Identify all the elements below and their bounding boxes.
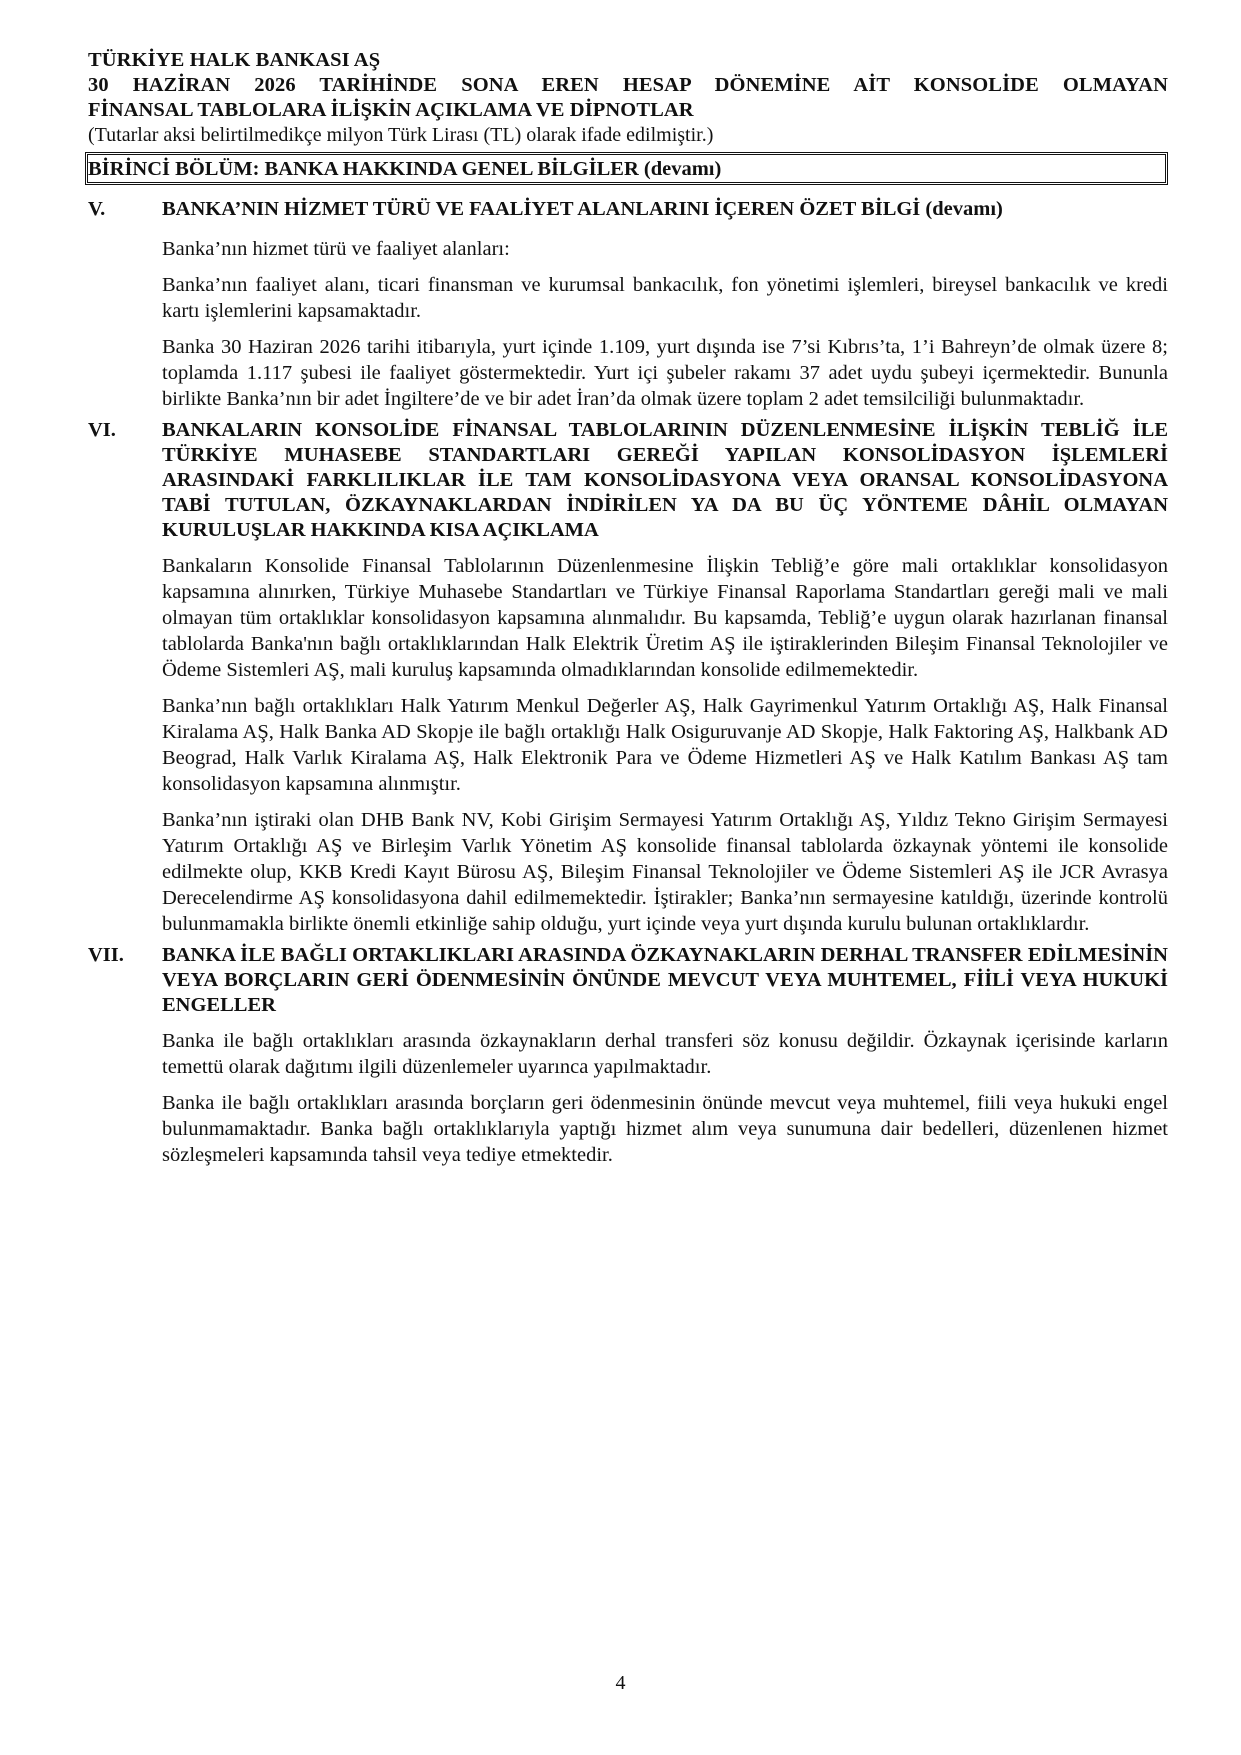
section-v <box>88 197 1168 412</box>
currency-note: (Tutarlar aksi belirtilmedikçe milyon Türk Lirası (TL) olarak ifade edilmiştir.) <box>88 124 714 146</box>
section-number: VI. <box>88 419 116 441</box>
paragraph: Banka’nın bağlı ortaklıkları Halk Yatırım Menkul Değerler AŞ, Halk Gayrimenkul Yatırım Ortaklığı AŞ, Halk Finansal Kiralama AŞ, Halk Banka AD Skopje ile bağlı ortaklığı Halk Osiguruvanje AD Skopje, Halk Faktoring AŞ, Halkbank AD Beograd, Halk Varlık Kiralama AŞ, Halk Elektronik Para ve Ödeme Hizmetleri AŞ ve Halk Katılım Bankası AŞ tam konsolidasyon kapsamına alınmıştır. <box>162 695 1168 795</box>
report-title-line-1: 30 HAZİRAN 2026 TARİHİNDE SONA EREN HESAP DÖNEMİNE AİT KONSOLİDE OLMAYAN <box>88 74 1168 96</box>
section-number: VII. <box>88 944 124 966</box>
paragraph: Banka’nın faaliyet alanı, ticari finansman ve kurumsal bankacılık, fon yönetimi işlemleri, bireysel bankacılık ve kredi kartı işlemlerini kapsamaktadır. <box>162 274 1168 322</box>
paragraph: Banka ile bağlı ortaklıkları arasında özkaynakların derhal transferi söz konusu değildir. Özkaynak içerisinde karların temettü olarak dağıtımı ilgili düzenlemeler uyarınca yapılmaktadır. <box>162 1030 1168 1078</box>
section-body <box>162 197 1168 412</box>
report-title-line-2: FİNANSAL TABLOLARA İLİŞKİN AÇIKLAMA VE DİPNOTLAR <box>88 99 694 121</box>
document-page <box>88 48 1168 1168</box>
paragraph: Banka 30 Haziran 2026 tarihi itibarıyla, yurt içinde 1.109, yurt dışında ise 7’si Kıbrıs’ta, 1’i Bahreyn’de olmak üzere 8; toplamda 1.117 şubesi ile faaliyet göstermektedir. Yurt içi şubeler rakamı 37 adet uydu şubeyi içermektedir. Bununla birlikte Banka’nın bir adet İngiltere’de ve bir adet İran’da olmak üzere toplam 2 adet temsilciliği bulunmaktadır. <box>162 336 1168 410</box>
section-vi <box>88 418 1168 937</box>
section-number: V. <box>88 198 106 220</box>
section-title: BANKALARIN KONSOLİDE FİNANSAL TABLOLARININ DÜZENLENMESİNE İLİŞKİN TEBLİĞ İLE TÜRKİYE MUHASEBE STANDARTLARI GEREĞİ YAPILAN KONSOLİDASYON İŞLEMLERİ ARASINDAKİ FARKLILIKLAR İLE TAM KONSOLİDASYONA VEYA ORANSAL KONSOLİDASYONA TABİ TUTULAN, ÖZKAYNAKLARDAN İNDİRİLEN YA DA BU ÜÇ YÖNTEME DÂHİL OLMAYAN KURULUŞLAR HAKKINDA KISA AÇIKLAMA <box>162 419 1168 541</box>
paragraph: Banka’nın iştiraki olan DHB Bank NV, Kobi Girişim Sermayesi Yatırım Ortaklığı AŞ, Yıldız Tekno Girişim Sermayesi Yatırım Ortaklığı AŞ ve Birleşim Varlık Yönetim AŞ konsolide finansal tablolarda özkaynak yöntemi ile konsolide edilmekte olup, KKB Kredi Kayıt Bürosu AŞ, Bileşim Finansal Teknolojiler ve Ödeme Sistemleri AŞ ile JCR Avrasya Derecelendirme AŞ konsolidasyona dahil edilmemektedir. İştirakler; Banka’nın sermayesine katıldığı, üzerinde kontrolü bulunmamakla birlikte önemli etkinliğe sahip olduğu, yurt içinde veya yurt dışında kurulu bulunan ortaklıklardır. <box>162 809 1168 935</box>
section-vii <box>88 943 1168 1168</box>
paragraph: Banka ile bağlı ortaklıkları arasında borçların geri ödenmesinin önünde mevcut veya muhtemel, fiili veya hukuki engel bulunmamaktadır. Banka bağlı ortaklıklarıyla yaptığı hizmet alım veya sunumuna dair bedelleri, düzenlenen hizmet sözleşmeleri kapsamında tahsil veya tediye etmektedir. <box>162 1092 1168 1166</box>
section-body <box>162 943 1168 1168</box>
page-number: 4 <box>615 1672 626 1694</box>
part-title: BİRİNCİ BÖLÜM: BANKA HAKKINDA GENEL BİLGİLER (devamı) <box>85 152 1168 185</box>
section-title: BANKA’NIN HİZMET TÜRÜ VE FAALİYET ALANLARINI İÇEREN ÖZET BİLGİ (devamı) <box>162 198 1003 220</box>
paragraph: Banka’nın hizmet türü ve faaliyet alanları: <box>162 238 510 260</box>
paragraph: Bankaların Konsolide Finansal Tablolarının Düzenlenmesine İlişkin Tebliğ’e göre mali ortaklıklar konsolidasyon kapsamına alınırken, Türkiye Muhasebe Standartları ve Türkiye Finansal Raporlama Standartları gereği mali ve mali olmayan tüm ortaklıklar konsolidasyon kapsamına alınmalıdır. Bu kapsamda, Tebliğ’e uygun olarak hazırlanan finansal tablolarda Banka'nın bağlı ortaklıklarından Halk Elektrik Üretim AŞ ile iştiraklerinden Bileşim Finansal Teknolojiler ve Ödeme Sistemleri AŞ, mali kuruluş kapsamında olmadıklarından konsolide edilmemektedir. <box>162 555 1168 681</box>
section-title: BANKA İLE BAĞLI ORTAKLIKLARI ARASINDA ÖZKAYNAKLARIN DERHAL TRANSFER EDİLMESİNİN VEYA BORÇLARIN GERİ ÖDENMESİNİN ÖNÜNDE MEVCUT VEYA MUHTEMEL, FİİLİ VEYA HUKUKİ ENGELLER <box>162 944 1168 1016</box>
section-body <box>162 418 1168 937</box>
company-name: TÜRKİYE HALK BANKASI AŞ <box>88 49 381 71</box>
